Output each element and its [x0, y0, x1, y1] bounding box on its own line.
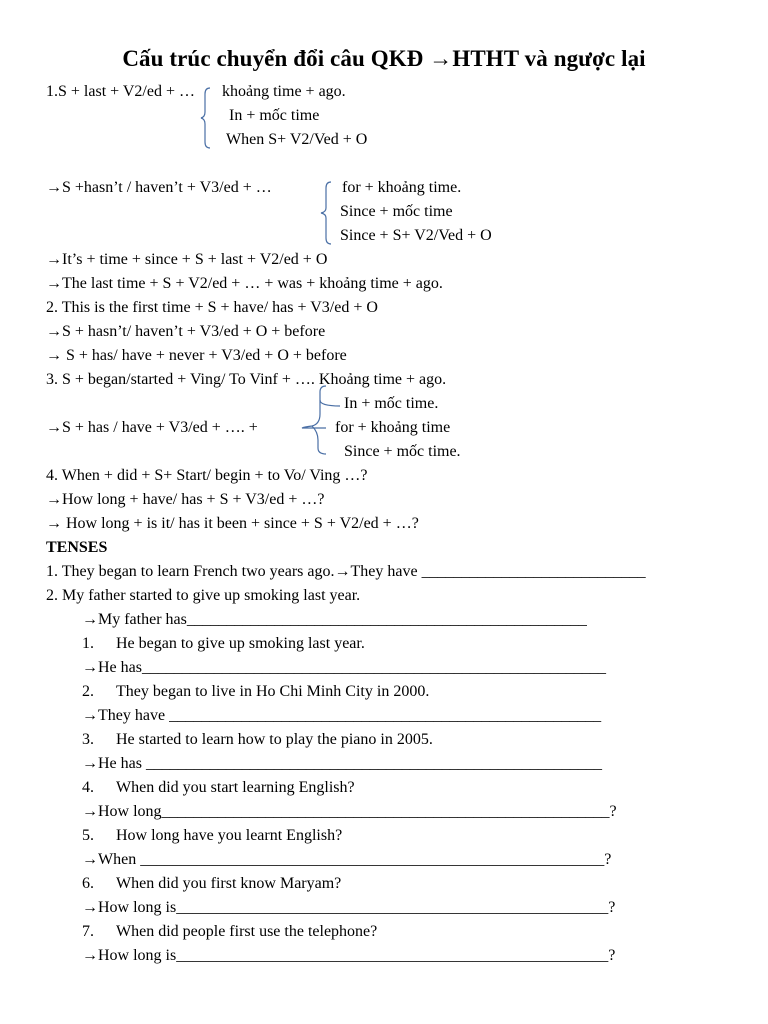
rule-1-alt-brace: [320, 180, 334, 246]
rule-3-option-1: In + mốc time.: [344, 395, 439, 412]
exercise-intro-2-answer: →My father has__________________________________________________: [82, 611, 587, 628]
rule-1-alt-option-1: for + khoảng time.: [342, 179, 462, 196]
exercise-question: [82, 826, 342, 846]
rule-4-main: 4. When + did + S+ Start/ begin + to Vo/ Ving …?: [46, 467, 368, 484]
answer-blank-line: →They have ______________________________________________________: [82, 707, 602, 724]
page-title: Cấu trúc chuyển đổi câu QKĐ →HTHT và ngược lại: [122, 46, 646, 71]
question-number: 7.: [82, 923, 94, 940]
answer-blank-line: →How long is______________________________________________________?: [82, 899, 616, 916]
question-text: When did people first use the telephone?: [116, 923, 378, 940]
answer-blank-line: →When __________________________________________________________?: [82, 851, 612, 868]
rule-3-option-2: for + khoảng time: [335, 419, 451, 436]
exercise-question: [82, 682, 429, 702]
answer-blank-line: →He has _________________________________________________________: [82, 755, 602, 772]
rule-1-form-b: →It’s + time + since + S + last + V2/ed + O: [46, 251, 328, 268]
rule-1-alt-option-2: Since + mốc time: [340, 203, 453, 220]
rule-3-brace: [300, 384, 350, 468]
question-text: They began to live in Ho Chi Minh City in 2000.: [116, 683, 430, 700]
tenses-heading: TENSES: [46, 539, 108, 556]
question-text: How long have you learnt English?: [116, 827, 343, 844]
exercise-intro-2: 2. My father started to give up smoking last year.: [46, 587, 361, 604]
answer-blank-line: →How long________________________________________________________?: [82, 803, 617, 820]
rule-4-form-a: →How long + have/ has + S + V3/ed + …?: [46, 491, 325, 508]
exercise-intro-1: 1. They began to learn French two years ago.→They have ____________________________: [46, 563, 646, 580]
question-text: He began to give up smoking last year.: [116, 635, 365, 652]
question-text: When did you start learning English?: [116, 779, 355, 796]
exercise-question: [82, 922, 377, 942]
rule-1-option-1: khoảng time + ago.: [222, 83, 346, 100]
rule-2-form-a: →S + hasn’t/ haven’t + V3/ed + O + before: [46, 323, 326, 340]
rule-4-form-b: → How long + is it/ has it been + since + S + V2/ed + …?: [46, 515, 419, 532]
question-number: 6.: [82, 875, 94, 892]
question-number: 4.: [82, 779, 94, 796]
rule-1-main: 1.S + last + V2/ed + …: [46, 83, 195, 100]
rule-3-main: 3. S + began/started + Ving/ To Vinf + …. Khoảng time + ago.: [46, 371, 447, 388]
answer-blank-line: →How long is______________________________________________________?: [82, 947, 616, 964]
rule-1-form-c: →The last time + S + V2/ed + … + was + khoảng time + ago.: [46, 275, 443, 292]
rule-2-form-b: → S + has/ have + never + V3/ed + O + before: [46, 347, 347, 364]
rule-3-option-3: Since + mốc time.: [344, 443, 461, 460]
exercise-question: [82, 634, 365, 654]
question-number: 5.: [82, 827, 94, 844]
rule-3-alt-main: →S + has / have + V3/ed + …. +: [46, 419, 258, 436]
question-number: 1.: [82, 635, 94, 652]
rule-2-main: 2. This is the first time + S + have/ has + V3/ed + O: [46, 299, 378, 316]
rule-1-alt-option-3: Since + S+ V2/Ved + O: [340, 227, 492, 244]
answer-blank-line: →He has__________________________________________________________: [82, 659, 606, 676]
exercise-question: [82, 778, 355, 798]
question-text: When did you first know Maryam?: [116, 875, 342, 892]
rule-1-brace: [200, 86, 214, 150]
exercise-question: [82, 874, 341, 894]
rule-1-alt-main: →S +hasn’t / haven’t + V3/ed + …: [46, 179, 272, 196]
rule-1-option-2: In + mốc time: [229, 107, 320, 124]
question-text: He started to learn how to play the piano in 2005.: [116, 731, 433, 748]
exercise-question: [82, 730, 433, 750]
question-number: 3.: [82, 731, 94, 748]
question-number: 2.: [82, 683, 94, 700]
rule-1-option-3: When S+ V2/Ved + O: [226, 131, 368, 148]
